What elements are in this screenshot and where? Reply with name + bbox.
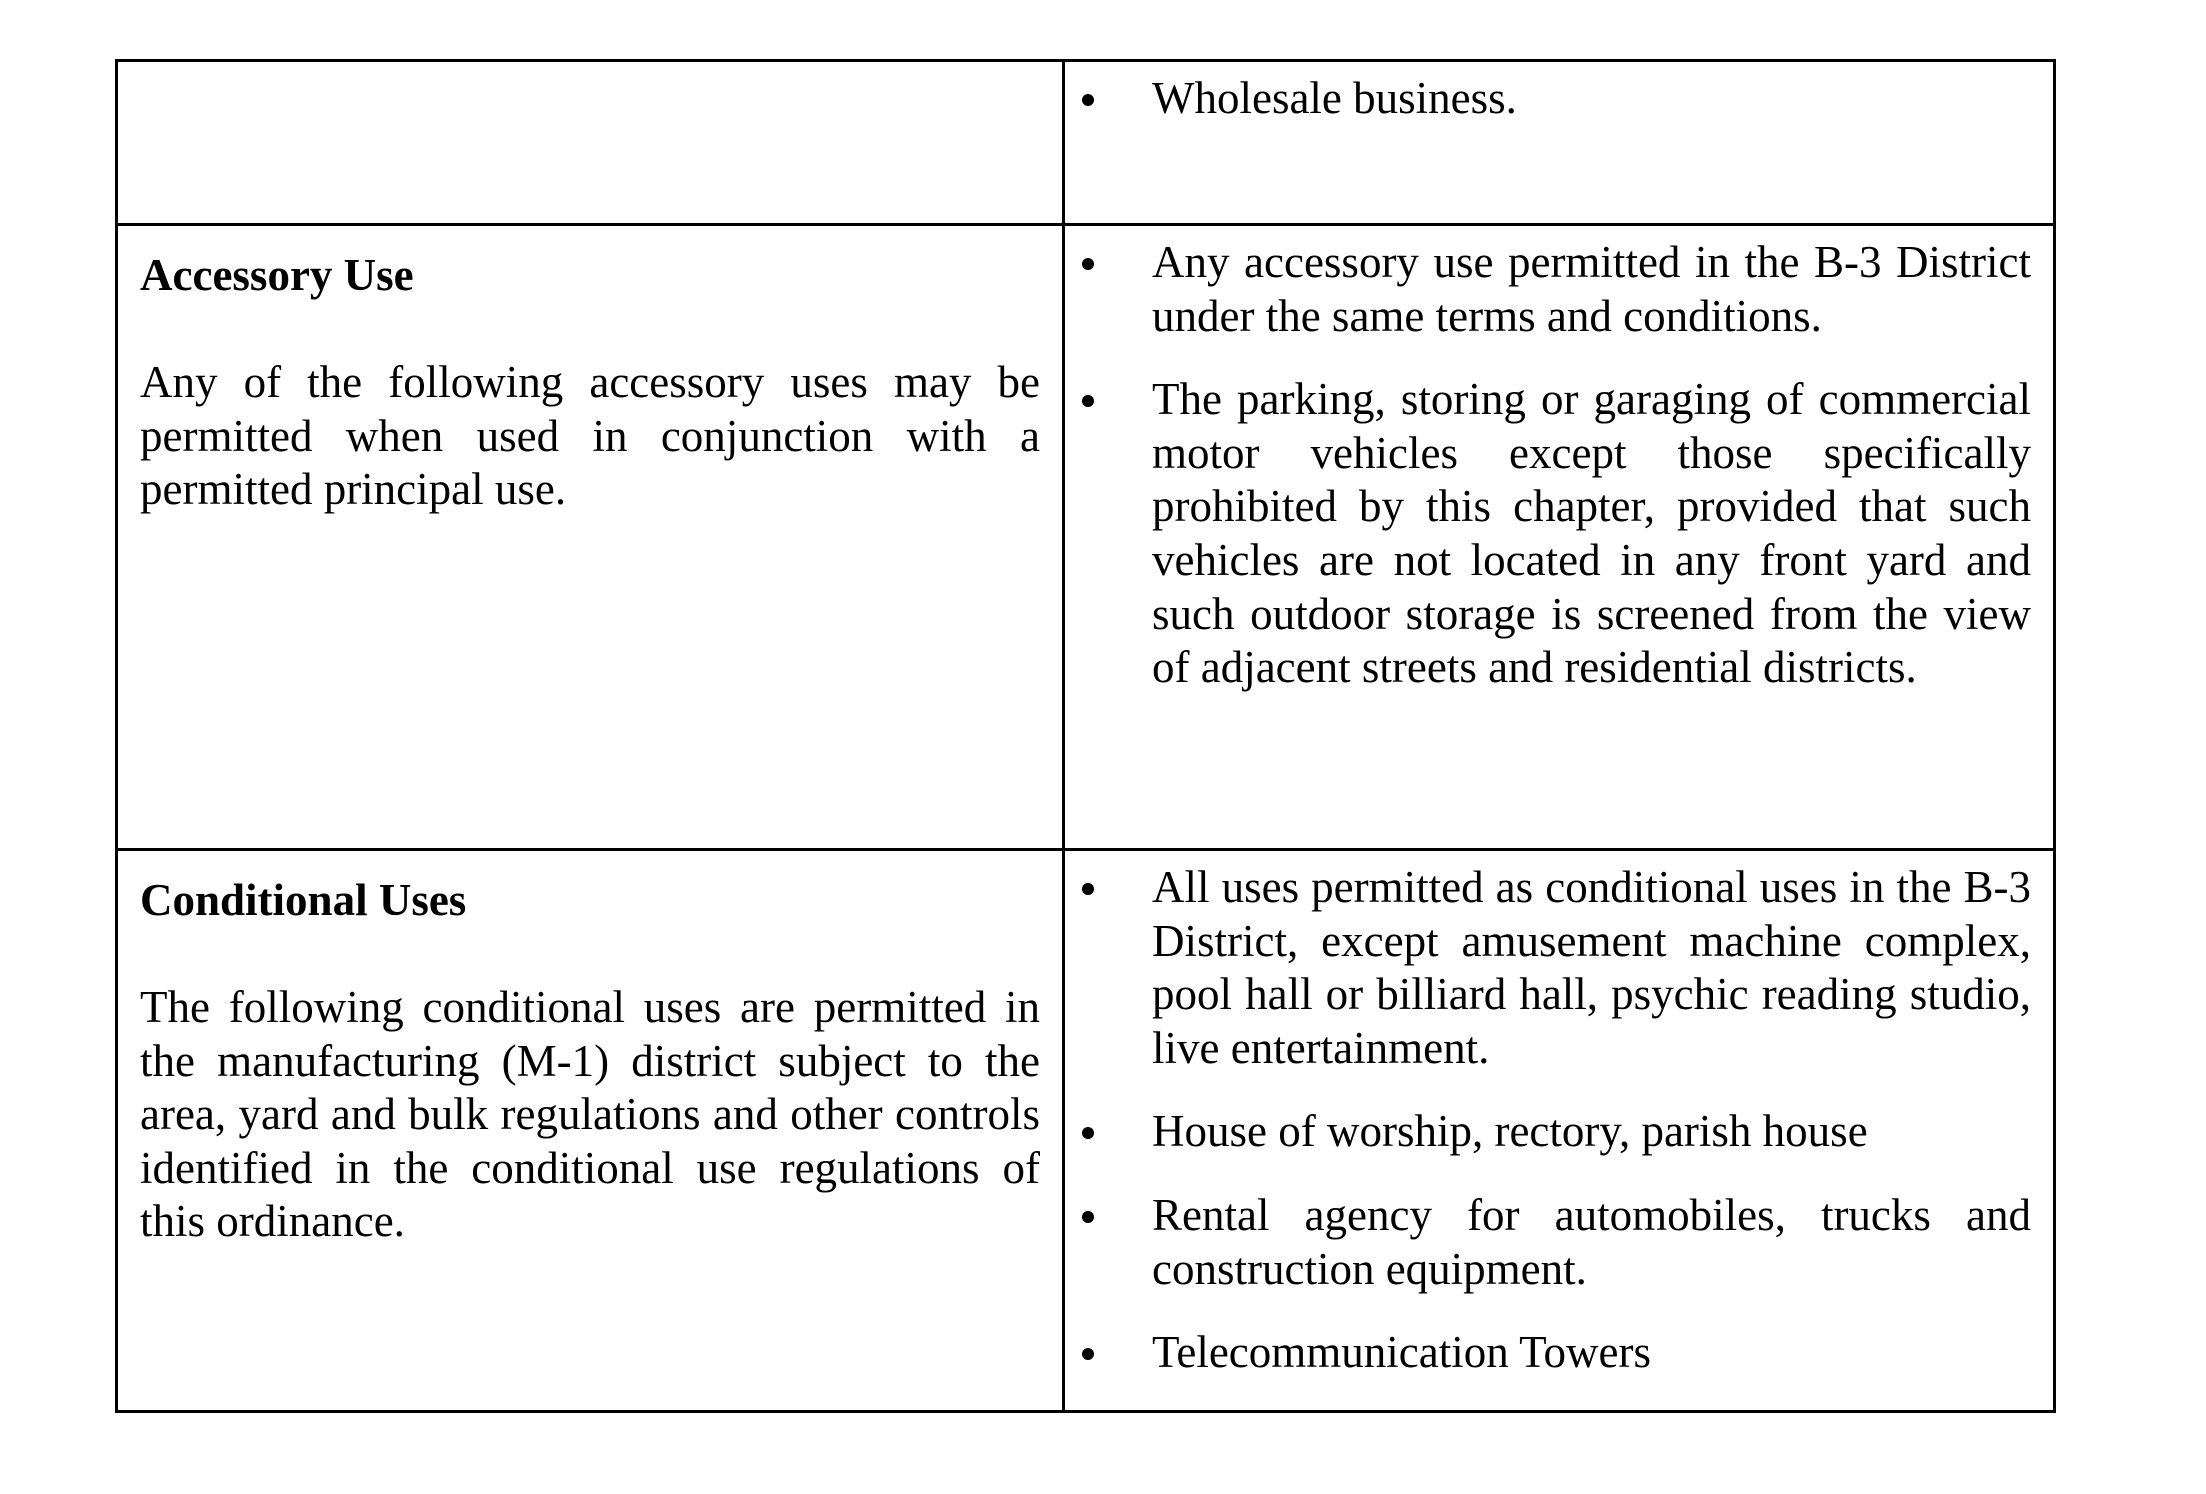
list-item-text: Rental agency for automobiles, trucks and construction equipment. (1152, 1189, 2031, 1294)
list-item (1065, 1326, 2031, 1380)
uses-cell (1064, 850, 2055, 1412)
list-item-text: Wholesale business. (1152, 73, 1517, 123)
section-heading: Conditional Uses (140, 875, 467, 925)
section-description: Any of the following accessory uses may be permitted when used in conjunction with a permitted principal use. (140, 357, 1040, 515)
bullet-icon (1082, 1348, 1094, 1360)
list-item (1065, 1189, 2031, 1296)
table-row (117, 61, 2055, 225)
list-item-text: Telecommunication Towers (1152, 1327, 1651, 1378)
bullet-icon (1082, 1127, 1094, 1139)
category-cell (117, 850, 1064, 1412)
table-row (117, 850, 2055, 1412)
bullet-icon (1082, 883, 1094, 895)
list-item (1065, 861, 2031, 1075)
list-item-text: Any accessory use permitted in the B-3 District under the same terms and conditions. (1152, 237, 2031, 341)
uses-cell (1064, 225, 2055, 850)
list-item (1065, 1105, 2031, 1159)
section-description: The following conditional uses are permitted in the manufacturing (M-1) district subject to the area, yard and bulk regulations and other controls identified in the conditional use regulations of this ordinance. (140, 982, 1040, 1247)
list-item (1065, 236, 2031, 343)
uses-cell (1064, 61, 2055, 225)
bullet-icon (1082, 258, 1094, 270)
bullet-list (1065, 226, 2053, 695)
bullet-icon (1082, 395, 1094, 407)
use-regulations-table (115, 59, 2056, 1413)
bullet-icon (1082, 1211, 1094, 1223)
list-item-text: House of worship, rectory, parish house (1152, 1106, 1868, 1157)
table-row (117, 225, 2055, 850)
bullet-list (1065, 851, 2053, 1380)
list-item (1065, 72, 2031, 126)
list-item (1065, 373, 2031, 695)
list-item-text: The parking, storing or garaging of commercial motor vehicles except those specifically prohibited by this chapter, provided that such vehicles are not located in any front yard and such outdoor storage is screened from the view of adjacent streets and residential districts. (1152, 374, 2031, 693)
category-cell (117, 61, 1064, 225)
bullet-list (1065, 62, 2053, 126)
section-heading: Accessory Use (140, 250, 414, 300)
list-item-text: All uses permitted as conditional uses in the B-3 District, except amusement machine complex, pool hall or billiard hall, psychic reading studio, live entertainment. (1152, 862, 2031, 1073)
category-cell (117, 225, 1064, 850)
bullet-icon (1082, 94, 1094, 106)
